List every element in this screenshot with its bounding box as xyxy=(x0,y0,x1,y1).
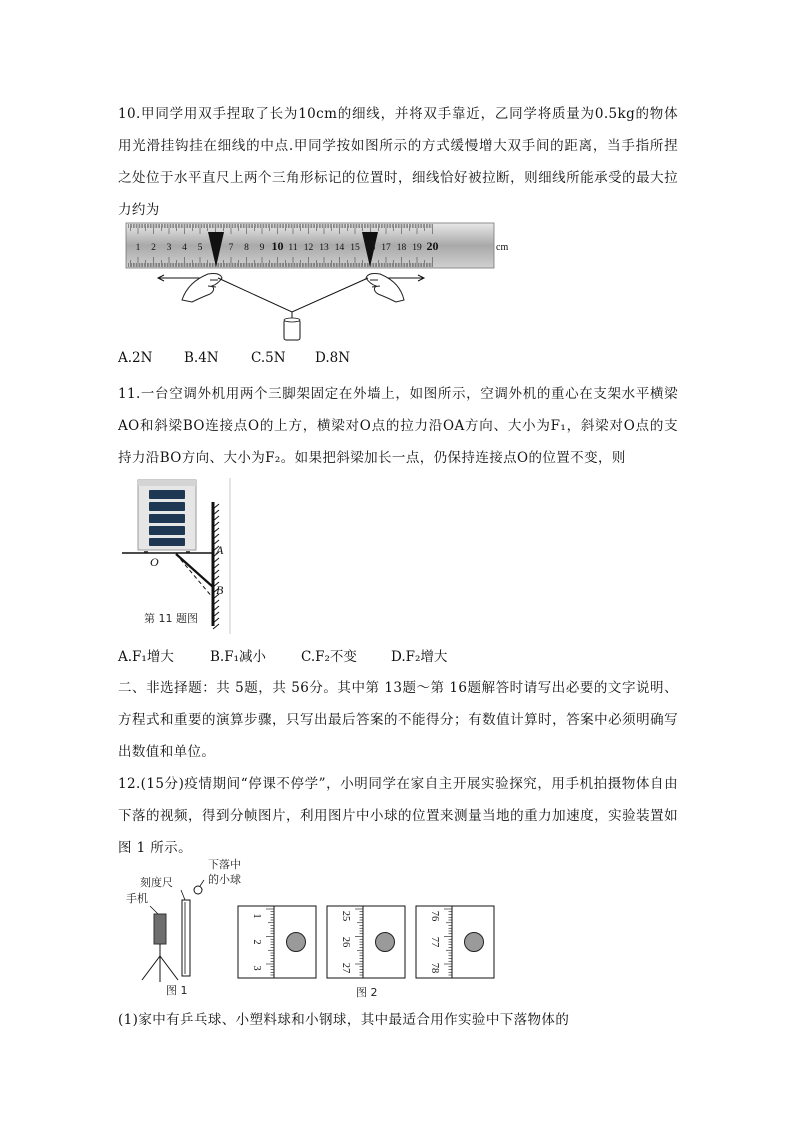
scale-label: 2 xyxy=(251,939,262,945)
ruler-number: 3 xyxy=(166,243,172,253)
section-2-text: 二、非选择题：共 5题，共 56分。其中第 13题～第 16题解答时请写出必要的文字说明、方程式和重要的演算步骤，只写出最后答案的不能得分；有数值计算时，答案中必须明确写出数值和单位。 xyxy=(118,680,678,760)
label-falling-ball-2: 的小球 xyxy=(208,873,241,886)
hanging-weight xyxy=(284,320,300,340)
q11-caption: 第 11 题图 xyxy=(144,612,198,625)
q11-text: 11.一台空调外机用两个三脚架固定在外墙上，如图所示，空调外机的重心在支架水平横梁AO和斜梁BO连接点O的上方，横梁对O点的拉力沿OA方向、大小为F₁，斜梁对O点的支持力沿BO方向、大小为F₂。如果把斜梁加长一点，仍保持连接点O的位置不变，则 xyxy=(118,386,678,466)
tripod xyxy=(142,944,178,982)
label-phone: 手机 xyxy=(126,892,148,905)
fig2-caption: 图 2 xyxy=(356,986,378,999)
label-ruler: 刻度尺 xyxy=(140,876,173,889)
ball xyxy=(465,933,484,952)
ruler-number: 1 xyxy=(135,243,141,253)
ball xyxy=(287,933,306,952)
q10-option-b[interactable]: B.4N xyxy=(184,350,219,366)
frame-1 xyxy=(238,906,316,978)
ruler-number: 10 xyxy=(271,239,284,253)
falling-ball xyxy=(194,886,202,894)
extended-beam-dashed xyxy=(176,554,213,598)
scale-label: 25 xyxy=(340,910,351,922)
ruler-number: 18 xyxy=(396,243,407,253)
ruler-number: 19 xyxy=(412,243,422,253)
scale-label: 3 xyxy=(251,965,262,971)
ruler-number: 8 xyxy=(244,243,249,253)
q10-figure xyxy=(118,220,518,345)
ruler-number: 2 xyxy=(151,243,156,253)
scale-label: 77 xyxy=(429,936,440,948)
ruler-number: 14 xyxy=(334,243,345,253)
fig1-caption: 图 1 xyxy=(166,984,188,997)
ruler-number: 17 xyxy=(381,243,391,253)
phone xyxy=(154,914,166,944)
ruler-number: 7 xyxy=(228,243,234,253)
inclined-beam-bo xyxy=(176,554,213,587)
frame-3 xyxy=(416,906,494,978)
label-falling-ball-1: 下落中 xyxy=(208,858,241,871)
ruler-number: 4 xyxy=(182,243,187,253)
q12-figure-1 xyxy=(118,856,253,1001)
q12-text: 12.(15分)疫情期间“停课不停学”，小明同学在家自主开展实验探究，用手机拍摄物体自由下落的视频，得到分帧图片，利用图片中小球的位置来测量当地的重力加速度，实验装置如图 1 所示。 xyxy=(118,776,678,856)
label-a: A xyxy=(216,543,224,557)
q11-option-d[interactable]: D.F₂增大 xyxy=(391,649,448,665)
q10-text: 10.甲同学用双手捏取了长为10cm的细线，并将双手靠近，乙同学将质量为0.5kg的物体用光滑挂钩挂在细线的中点.甲同学按如图所示的方式缓慢增大双手间的距离，当手指所捏之处位于水平直尺上两个三角形标记的位置时，细线恰好被拉断，则细线所能承受的最大拉力约为 xyxy=(118,106,678,218)
ruler-number: 13 xyxy=(319,243,329,253)
scale-label: 26 xyxy=(340,936,351,948)
q10-option-d[interactable]: D.8N xyxy=(315,350,351,366)
thin-string xyxy=(218,278,368,312)
q12-sub1: (1)家中有乒乓球、小塑料球和小钢球，其中最适合用作实验中下落物体的 xyxy=(118,1012,570,1028)
ruler-number: 11 xyxy=(288,243,298,253)
label-o: O xyxy=(150,555,159,569)
scale-label: 1 xyxy=(251,913,262,919)
q12-figure-2 xyxy=(238,900,498,1005)
frame-2 xyxy=(327,906,405,978)
ruler-unit: cm xyxy=(496,242,509,253)
ruler-number: 12 xyxy=(303,243,314,253)
ruler-number: 15 xyxy=(350,243,360,253)
q11-option-a[interactable]: A.F₁增大 xyxy=(118,649,174,665)
q10-option-a[interactable]: A.2N xyxy=(118,350,153,366)
scale-label: 27 xyxy=(340,962,351,974)
label-b: B xyxy=(216,583,224,597)
q11-option-c[interactable]: C.F₂不变 xyxy=(301,649,357,665)
ruler-board xyxy=(182,900,190,976)
q11-figure xyxy=(118,474,238,634)
ruler-number: 5 xyxy=(197,243,203,253)
q10-option-c[interactable]: C.5N xyxy=(251,350,286,366)
ruler-number: 9 xyxy=(259,243,265,253)
q11-option-b[interactable]: B.F₁减小 xyxy=(210,649,266,665)
ruler-number: 20 xyxy=(426,239,439,253)
scale-label: 78 xyxy=(429,962,440,974)
scale-label: 76 xyxy=(429,910,440,922)
ball xyxy=(376,933,395,952)
